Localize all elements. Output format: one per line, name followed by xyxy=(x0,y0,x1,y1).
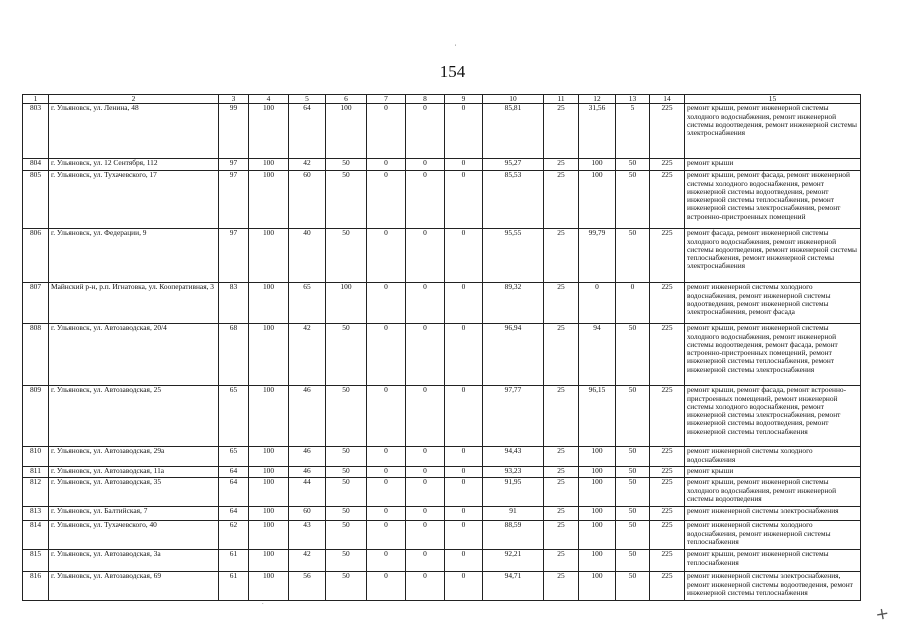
repair-works: ремонт крыши xyxy=(685,467,861,478)
col-8: 0 xyxy=(406,171,445,229)
col-6: 100 xyxy=(326,104,367,159)
col-11: 25 xyxy=(544,386,579,447)
address: Майнский р-н, р.п. Игнатовка, ул. Кооперативная, 3 xyxy=(49,283,219,324)
col-3: 61 xyxy=(219,550,249,572)
col-3: 61 xyxy=(219,572,249,601)
col-13: 5 xyxy=(616,104,650,159)
col-6: 50 xyxy=(326,324,367,386)
col-9: 0 xyxy=(445,507,483,521)
col-12: 100 xyxy=(579,447,616,467)
col-12: 31,56 xyxy=(579,104,616,159)
col-5: 60 xyxy=(289,507,326,521)
col-13: 50 xyxy=(616,478,650,507)
col-4: 100 xyxy=(249,386,289,447)
col-3: 64 xyxy=(219,507,249,521)
scan-speck: . xyxy=(262,600,264,606)
col-13: 0 xyxy=(616,283,650,324)
row-number: 803 xyxy=(23,104,49,159)
col-11: 25 xyxy=(544,507,579,521)
table-row xyxy=(23,171,861,229)
col-3: 97 xyxy=(219,159,249,171)
col-7: 0 xyxy=(367,572,406,601)
col-12: 0 xyxy=(579,283,616,324)
column-header: 6 xyxy=(326,95,367,104)
column-header: 15 xyxy=(685,95,861,104)
col-14: 225 xyxy=(650,572,685,601)
address: г. Ульяновск, ул. Тухачевского, 17 xyxy=(49,171,219,229)
col-12: 100 xyxy=(579,521,616,550)
repair-works: ремонт инженерной системы холодного водоснабжения, ремонт инженерной системы теплоснабжения xyxy=(685,521,861,550)
col-9: 0 xyxy=(445,159,483,171)
repair-works: ремонт крыши, ремонт фасада, ремонт инженерной системы холодного водоснабжения, ремонт инженерной системы водоотведения, ремонт инженерной системы теплоснабжения, ремонт инженерной системы электроснабжения, ремонт встроенно-пристроенных помещений xyxy=(685,171,861,229)
col-14: 225 xyxy=(650,467,685,478)
col-11: 25 xyxy=(544,521,579,550)
address: г. Ульяновск, ул. Автозаводская, 35 xyxy=(49,478,219,507)
repair-works: ремонт крыши, ремонт инженерной системы холодного водоснабжения, ремонт инженерной системы водоотведения, ремонт фасада, ремонт встроенно-пристроенных помещений, ремонт инженерной системы теплоснабжения, ремонт инженерной системы электроснабжения xyxy=(685,324,861,386)
col-6: 50 xyxy=(326,467,367,478)
col-10: 91 xyxy=(483,507,544,521)
col-10: 92,21 xyxy=(483,550,544,572)
address: г. Ульяновск, ул. Тухачевского, 40 xyxy=(49,521,219,550)
col-7: 0 xyxy=(367,467,406,478)
col-10: 85,53 xyxy=(483,171,544,229)
col-10: 89,32 xyxy=(483,283,544,324)
col-5: 40 xyxy=(289,229,326,283)
col-14: 225 xyxy=(650,324,685,386)
col-6: 50 xyxy=(326,229,367,283)
repair-works: ремонт инженерной системы электроснабжения xyxy=(685,507,861,521)
col-5: 44 xyxy=(289,478,326,507)
row-number: 812 xyxy=(23,478,49,507)
col-5: 42 xyxy=(289,550,326,572)
col-10: 93,23 xyxy=(483,467,544,478)
col-4: 100 xyxy=(249,550,289,572)
repair-works: ремонт крыши, ремонт фасада, ремонт встроенно-пристроенных помещений, ремонт инженерной системы холодного водоснабжения, ремонт инженерной системы электроснабжения, ремонт инженерной системы водоотведения, ремонт инженерной системы теплоснабжения xyxy=(685,386,861,447)
table-row xyxy=(23,324,861,386)
col-8: 0 xyxy=(406,447,445,467)
repair-works: ремонт фасада, ремонт инженерной системы холодного водоснабжения, ремонт инженерной системы водоотведения, ремонт инженерной системы теплоснабжения, ремонт инженерной системы электроснабжения xyxy=(685,229,861,283)
col-8: 0 xyxy=(406,550,445,572)
column-header: 5 xyxy=(289,95,326,104)
table-row xyxy=(23,159,861,171)
col-12: 100 xyxy=(579,171,616,229)
col-14: 225 xyxy=(650,550,685,572)
col-14: 225 xyxy=(650,521,685,550)
col-12: 100 xyxy=(579,550,616,572)
col-13: 50 xyxy=(616,229,650,283)
col-4: 100 xyxy=(249,324,289,386)
column-header: 1 xyxy=(23,95,49,104)
col-3: 62 xyxy=(219,521,249,550)
col-13: 50 xyxy=(616,521,650,550)
col-7: 0 xyxy=(367,447,406,467)
col-6: 50 xyxy=(326,171,367,229)
address: г. Ульяновск, ул. Автозаводская, 29а xyxy=(49,447,219,467)
column-header: 11 xyxy=(544,95,579,104)
row-number: 813 xyxy=(23,507,49,521)
repair-table xyxy=(22,94,861,601)
address: г. Ульяновск, ул. Автозаводская, 11а xyxy=(49,467,219,478)
col-9: 0 xyxy=(445,229,483,283)
col-13: 50 xyxy=(616,447,650,467)
col-14: 225 xyxy=(650,386,685,447)
table-row xyxy=(23,104,861,159)
row-number: 816 xyxy=(23,572,49,601)
column-header: 9 xyxy=(445,95,483,104)
row-number: 809 xyxy=(23,386,49,447)
col-14: 225 xyxy=(650,507,685,521)
col-10: 96,94 xyxy=(483,324,544,386)
col-14: 225 xyxy=(650,171,685,229)
col-13: 50 xyxy=(616,507,650,521)
col-12: 100 xyxy=(579,507,616,521)
col-13: 50 xyxy=(616,467,650,478)
table-row xyxy=(23,521,861,550)
col-9: 0 xyxy=(445,104,483,159)
col-8: 0 xyxy=(406,324,445,386)
col-4: 100 xyxy=(249,572,289,601)
col-11: 25 xyxy=(544,550,579,572)
col-12: 100 xyxy=(579,478,616,507)
col-11: 25 xyxy=(544,104,579,159)
row-number: 808 xyxy=(23,324,49,386)
table-row xyxy=(23,478,861,507)
col-4: 100 xyxy=(249,171,289,229)
col-6: 50 xyxy=(326,521,367,550)
col-12: 100 xyxy=(579,467,616,478)
col-10: 97,77 xyxy=(483,386,544,447)
col-9: 0 xyxy=(445,447,483,467)
col-8: 0 xyxy=(406,521,445,550)
col-4: 100 xyxy=(249,478,289,507)
column-header: 12 xyxy=(579,95,616,104)
column-header: 14 xyxy=(650,95,685,104)
address: г. Ульяновск, ул. Балтийская, 7 xyxy=(49,507,219,521)
header-row xyxy=(23,95,861,104)
col-12: 100 xyxy=(579,159,616,171)
col-9: 0 xyxy=(445,171,483,229)
address: г. Ульяновск, ул. 12 Сентября, 112 xyxy=(49,159,219,171)
col-11: 25 xyxy=(544,467,579,478)
col-8: 0 xyxy=(406,478,445,507)
col-6: 50 xyxy=(326,572,367,601)
col-7: 0 xyxy=(367,521,406,550)
col-9: 0 xyxy=(445,521,483,550)
col-6: 100 xyxy=(326,283,367,324)
row-number: 804 xyxy=(23,159,49,171)
col-14: 225 xyxy=(650,478,685,507)
col-5: 56 xyxy=(289,572,326,601)
column-header: 10 xyxy=(483,95,544,104)
col-3: 97 xyxy=(219,229,249,283)
col-7: 0 xyxy=(367,229,406,283)
col-9: 0 xyxy=(445,467,483,478)
col-11: 25 xyxy=(544,283,579,324)
col-4: 100 xyxy=(249,283,289,324)
col-12: 100 xyxy=(579,572,616,601)
col-13: 50 xyxy=(616,159,650,171)
column-header: 2 xyxy=(49,95,219,104)
column-header: 13 xyxy=(616,95,650,104)
col-3: 99 xyxy=(219,104,249,159)
col-5: 46 xyxy=(289,467,326,478)
repair-works: ремонт инженерной системы холодного водоснабжения, ремонт инженерной системы водоотведения, ремонт инженерной системы электроснабжения, ремонт фасада xyxy=(685,283,861,324)
col-6: 50 xyxy=(326,386,367,447)
col-13: 50 xyxy=(616,550,650,572)
col-11: 25 xyxy=(544,171,579,229)
repair-works: ремонт крыши xyxy=(685,159,861,171)
table-row xyxy=(23,467,861,478)
col-8: 0 xyxy=(406,467,445,478)
col-12: 94 xyxy=(579,324,616,386)
col-7: 0 xyxy=(367,386,406,447)
col-7: 0 xyxy=(367,159,406,171)
col-6: 50 xyxy=(326,447,367,467)
col-8: 0 xyxy=(406,104,445,159)
table-row xyxy=(23,386,861,447)
address: г. Ульяновск, ул. Ленина, 48 xyxy=(49,104,219,159)
col-10: 91,95 xyxy=(483,478,544,507)
col-8: 0 xyxy=(406,229,445,283)
col-10: 85,81 xyxy=(483,104,544,159)
repair-works: ремонт крыши, ремонт инженерной системы холодного водоснабжения, ремонт инженерной системы водоотведения, ремонт инженерной системы электроснабжения xyxy=(685,104,861,159)
col-7: 0 xyxy=(367,478,406,507)
scan-speck: ✕ xyxy=(872,604,892,625)
column-header: 7 xyxy=(367,95,406,104)
col-3: 83 xyxy=(219,283,249,324)
col-4: 100 xyxy=(249,447,289,467)
col-9: 0 xyxy=(445,386,483,447)
col-5: 46 xyxy=(289,386,326,447)
col-7: 0 xyxy=(367,550,406,572)
repair-works: ремонт крыши, ремонт инженерной системы теплоснабжения xyxy=(685,550,861,572)
table-row xyxy=(23,283,861,324)
address: г. Ульяновск, ул. Автозаводская, 25 xyxy=(49,386,219,447)
row-number: 811 xyxy=(23,467,49,478)
col-11: 25 xyxy=(544,447,579,467)
repair-works: ремонт инженерной системы электроснабжения, ремонт инженерной системы водоотведения, ремонт инженерной системы теплоснабжения xyxy=(685,572,861,601)
col-11: 25 xyxy=(544,324,579,386)
col-14: 225 xyxy=(650,159,685,171)
col-12: 96,15 xyxy=(579,386,616,447)
col-5: 65 xyxy=(289,283,326,324)
col-4: 100 xyxy=(249,521,289,550)
col-4: 100 xyxy=(249,159,289,171)
col-5: 60 xyxy=(289,171,326,229)
address: г. Ульяновск, ул. Автозаводская, 20/4 xyxy=(49,324,219,386)
col-5: 43 xyxy=(289,521,326,550)
col-3: 65 xyxy=(219,447,249,467)
col-8: 0 xyxy=(406,507,445,521)
col-11: 25 xyxy=(544,478,579,507)
row-number: 810 xyxy=(23,447,49,467)
col-10: 95,27 xyxy=(483,159,544,171)
col-3: 65 xyxy=(219,386,249,447)
col-10: 88,59 xyxy=(483,521,544,550)
col-14: 225 xyxy=(650,229,685,283)
col-7: 0 xyxy=(367,283,406,324)
col-11: 25 xyxy=(544,159,579,171)
col-7: 0 xyxy=(367,104,406,159)
col-12: 99,79 xyxy=(579,229,616,283)
col-9: 0 xyxy=(445,478,483,507)
col-10: 94,71 xyxy=(483,572,544,601)
row-number: 815 xyxy=(23,550,49,572)
col-9: 0 xyxy=(445,324,483,386)
col-3: 97 xyxy=(219,171,249,229)
col-8: 0 xyxy=(406,283,445,324)
column-header: 8 xyxy=(406,95,445,104)
col-14: 225 xyxy=(650,447,685,467)
col-14: 225 xyxy=(650,104,685,159)
col-11: 25 xyxy=(544,572,579,601)
table-row xyxy=(23,447,861,467)
col-3: 64 xyxy=(219,467,249,478)
col-4: 100 xyxy=(249,104,289,159)
col-6: 50 xyxy=(326,159,367,171)
table-row xyxy=(23,229,861,283)
col-7: 0 xyxy=(367,507,406,521)
col-11: 25 xyxy=(544,229,579,283)
col-10: 94,43 xyxy=(483,447,544,467)
col-8: 0 xyxy=(406,159,445,171)
col-6: 50 xyxy=(326,550,367,572)
col-8: 0 xyxy=(406,572,445,601)
column-header: 4 xyxy=(249,95,289,104)
col-6: 50 xyxy=(326,478,367,507)
row-number: 814 xyxy=(23,521,49,550)
col-13: 50 xyxy=(616,171,650,229)
col-13: 50 xyxy=(616,386,650,447)
table-row xyxy=(23,507,861,521)
col-5: 64 xyxy=(289,104,326,159)
col-3: 68 xyxy=(219,324,249,386)
address: г. Ульяновск, ул. Федерации, 9 xyxy=(49,229,219,283)
col-7: 0 xyxy=(367,324,406,386)
page-number: 154 xyxy=(439,62,466,81)
scan-speck: ' xyxy=(455,45,457,51)
row-number: 805 xyxy=(23,171,49,229)
col-13: 50 xyxy=(616,572,650,601)
col-9: 0 xyxy=(445,572,483,601)
col-3: 64 xyxy=(219,478,249,507)
col-13: 50 xyxy=(616,324,650,386)
col-5: 42 xyxy=(289,159,326,171)
col-10: 95,55 xyxy=(483,229,544,283)
repair-works: ремонт инженерной системы холодного водоснабжения xyxy=(685,447,861,467)
col-9: 0 xyxy=(445,550,483,572)
column-header: 3 xyxy=(219,95,249,104)
col-14: 225 xyxy=(650,283,685,324)
table-row xyxy=(23,550,861,572)
col-4: 100 xyxy=(249,507,289,521)
address: г. Ульяновск, ул. Автозаводская, 3а xyxy=(49,550,219,572)
col-5: 46 xyxy=(289,447,326,467)
address: г. Ульяновск, ул. Автозаводская, 69 xyxy=(49,572,219,601)
col-9: 0 xyxy=(445,283,483,324)
table-row xyxy=(23,572,861,601)
col-5: 42 xyxy=(289,324,326,386)
row-number: 806 xyxy=(23,229,49,283)
col-7: 0 xyxy=(367,171,406,229)
col-8: 0 xyxy=(406,386,445,447)
col-6: 50 xyxy=(326,507,367,521)
row-number: 807 xyxy=(23,283,49,324)
col-4: 100 xyxy=(249,229,289,283)
col-4: 100 xyxy=(249,467,289,478)
repair-works: ремонт крыши, ремонт инженерной системы холодного водоснабжения, ремонт инженерной системы водоотведения xyxy=(685,478,861,507)
